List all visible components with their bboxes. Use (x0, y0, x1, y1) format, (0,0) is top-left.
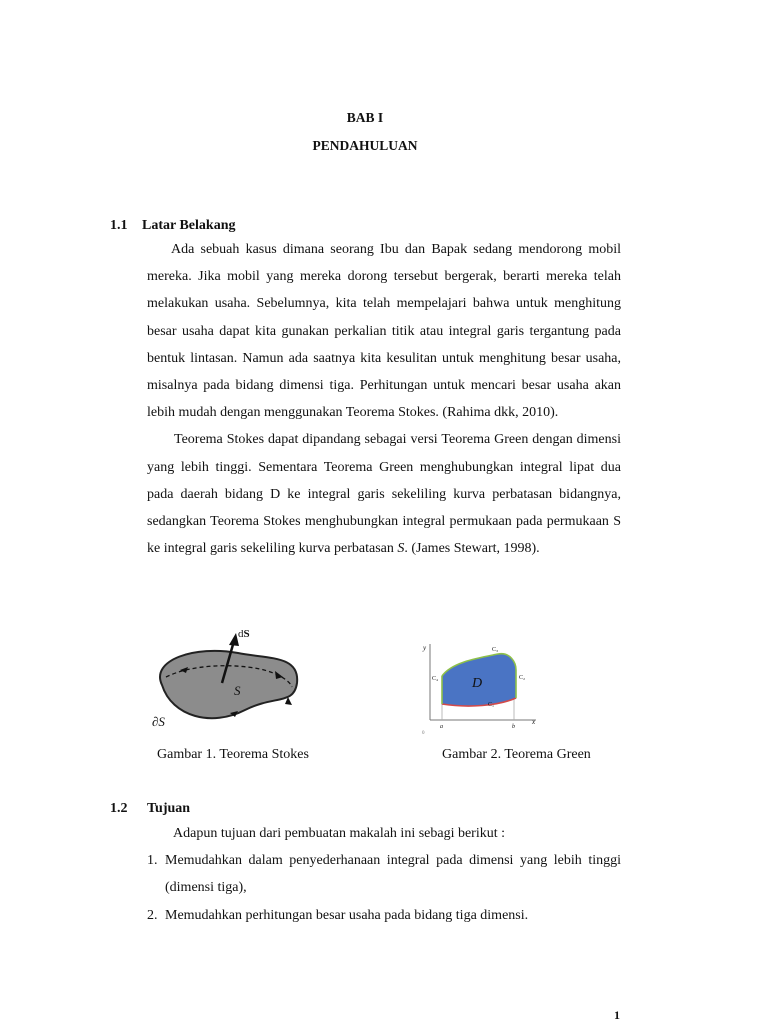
objectives-list (147, 847, 621, 929)
paragraph-1: Ada sebuah kasus dimana seorang Ibu dan Bapak sedang mendorong mobil mereka. Jika mobil yang mereka dorong tersebut bergerak, berarti mereka telah melakukan usaha. Sebelumnya, kita telah mempelajari bahwa untuk menghitung besar usaha dapat kita gunakan perkalian titik atau integral garis tergantung pada bentuk lintasan. Namun ada saatnya kita kesulitan untuk menghitung besar usaha, misalnya pada bidang dimensi tiga. Perhitungan untuk mencari besar usaha akan lebih mudah dengan menggunakan Teorema Stokes. (Rahima dkk, 2010). (147, 242, 621, 421)
chapter-label: BAB I (346, 110, 384, 125)
figure-2-caption: Gambar 2. Teorema Green (442, 747, 591, 762)
list-item-text: Memudahkan perhitungan besar usaha pada bidang tiga dimensi. (165, 907, 529, 923)
green-label-c2: C₂ (519, 675, 526, 681)
green-label-d: D (472, 676, 483, 691)
stokes-label-ds-bold: S (243, 628, 250, 640)
green-tick-b: b (512, 724, 515, 730)
section-1-1-title: Latar Belakang (142, 218, 236, 233)
stokes-label-ds-prefix: d (238, 628, 244, 640)
list-item (147, 902, 621, 929)
green-axis-x-label: x (532, 718, 536, 726)
paragraph-2 (147, 426, 621, 562)
green-axis-y-label: y (423, 644, 427, 652)
figure-1-caption: Gambar 1. Teorema Stokes (157, 747, 309, 762)
green-origin: 0 (422, 731, 425, 735)
stokes-label-ds (238, 628, 250, 640)
green-tick-a: a (440, 724, 443, 730)
section-1-1-number: 1.1 (110, 218, 128, 233)
section-1-1-body (147, 236, 621, 562)
section-1-2-title: Tujuan (147, 801, 191, 816)
list-item-number: 1. (147, 853, 158, 869)
green-label-c3: C₃ (492, 647, 499, 653)
green-label-c4: C₄ (432, 676, 439, 682)
figure-green (418, 640, 548, 735)
stokes-label-surface: S (234, 683, 241, 698)
section-1-2-body (147, 820, 621, 929)
list-item (147, 847, 621, 901)
list-item-number: 2. (147, 907, 158, 923)
chapter-title: PENDAHULUAN (312, 138, 418, 153)
page-number: 1 (614, 1008, 620, 1022)
green-label-c1: C₁ (488, 702, 495, 708)
section-1-2-intro: Adapun tujuan dari pembuatan makalah ini sebagi berikut : (173, 826, 506, 841)
list-item-text: Memudahkan dalam penyederhanaan integral pada dimensi yang lebih tinggi (dimensi tiga), (165, 853, 621, 896)
figure-stokes (150, 625, 310, 735)
paragraph-2-citation: . (James Stewart, 1998). (404, 541, 540, 557)
paragraph-2-text: Teorema Stokes dapat dipandang sebagai versi Teorema Green dengan dimensi yang lebih tinggi. Sementara Teorema Green menghubungkan integral lipat dua pada daerah bidang D ke integral garis sekeliling kurva perbatasan bidangnya, sedangkan Teorema Stokes menghubungkan integral permukaan pada permukaan S ke integral garis sekeliling kurva perbatasan (147, 432, 621, 557)
section-1-2-number: 1.2 (110, 801, 128, 816)
paragraph-2-italic-s: S (397, 541, 405, 557)
stokes-label-boundary: ∂S (152, 714, 165, 729)
